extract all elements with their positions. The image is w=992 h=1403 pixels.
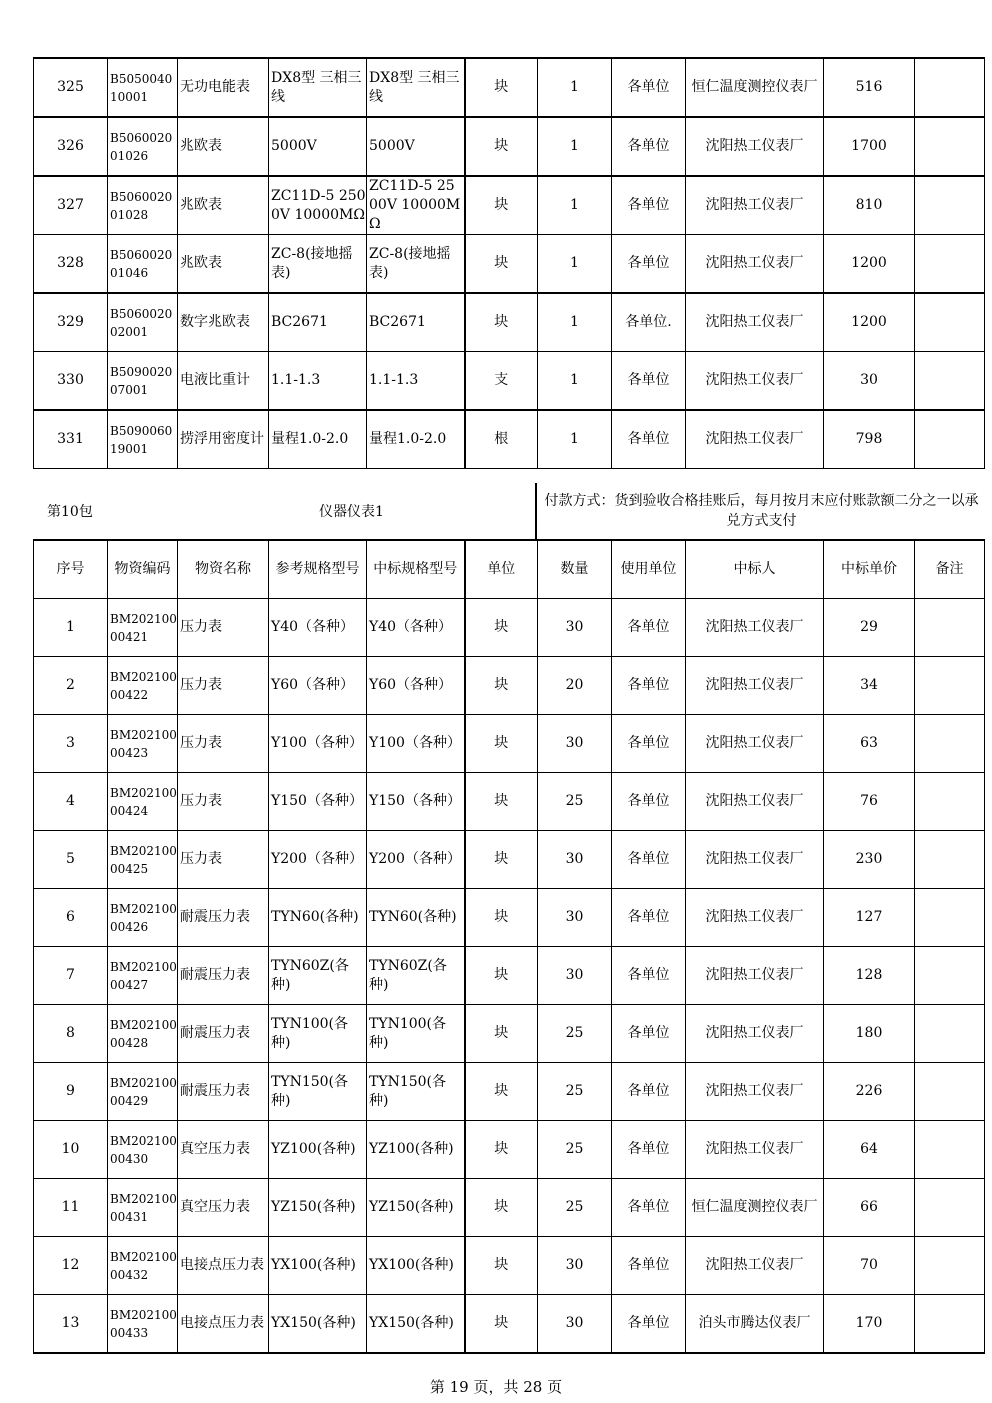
cell-unit: 块 <box>465 1237 538 1295</box>
header-ref-spec: 参考规格型号 <box>269 540 367 599</box>
cell-remark <box>915 1237 985 1295</box>
cell-winner: 沈阳热工仪表厂 <box>686 715 824 773</box>
page-footer: 第 19 页，共 28 页 <box>429 1378 563 1396</box>
cell-seq: 3 <box>34 715 108 773</box>
header-user: 使用单位 <box>612 540 686 599</box>
cell-unit: 块 <box>465 1179 538 1237</box>
cell-remark <box>915 176 985 235</box>
header-winner: 中标人 <box>686 540 824 599</box>
cell-bid-spec: YZ100(各种) <box>367 1121 465 1179</box>
cell-code: B509006019001 <box>108 410 178 469</box>
table-row <box>34 352 985 411</box>
table-row <box>34 410 985 469</box>
cell-code: B506002002001 <box>108 293 178 352</box>
cell-winner: 沈阳热工仪表厂 <box>686 1121 824 1179</box>
cell-bid-spec: TYN150(各种) <box>367 1063 465 1121</box>
cell-seq: 325 <box>34 58 108 117</box>
cell-winner: 沈阳热工仪表厂 <box>686 235 824 294</box>
cell-price: 30 <box>824 352 915 411</box>
cell-name: 耐震压力表 <box>178 1005 269 1063</box>
cell-qty: 1 <box>538 58 612 117</box>
cell-price: 127 <box>824 889 915 947</box>
table-row <box>34 1121 985 1179</box>
cell-winner: 沈阳热工仪表厂 <box>686 889 824 947</box>
table-row <box>34 117 985 176</box>
cell-price: 63 <box>824 715 915 773</box>
cell-bid-spec: BC2671 <box>367 293 465 352</box>
cell-price: 810 <box>824 176 915 235</box>
cell-ref-spec: BC2671 <box>269 293 367 352</box>
cell-seq: 7 <box>34 947 108 1005</box>
cell-unit: 块 <box>465 1005 538 1063</box>
cell-bid-spec: Y40（各种） <box>367 599 465 657</box>
cell-winner: 泊头市腾达仪表厂 <box>686 1295 824 1354</box>
cell-code: BM20210000427 <box>108 947 178 1005</box>
cell-name: 真空压力表 <box>178 1121 269 1179</box>
table-row <box>34 176 985 235</box>
package-info <box>33 483 986 539</box>
cell-code: B509002007001 <box>108 352 178 411</box>
cell-seq: 1 <box>34 599 108 657</box>
cell-user: 各单位 <box>612 1179 686 1237</box>
cell-remark <box>915 293 985 352</box>
table-row <box>34 1179 985 1237</box>
cell-qty: 1 <box>538 176 612 235</box>
cell-user: 各单位 <box>612 410 686 469</box>
table-row <box>34 599 985 657</box>
cell-unit: 支 <box>465 352 538 411</box>
cell-code: BM20210000421 <box>108 599 178 657</box>
cell-name: 电接点压力表 <box>178 1295 269 1354</box>
cell-user: 各单位 <box>612 352 686 411</box>
cell-name: 兆欧表 <box>178 176 269 235</box>
cell-bid-spec: DX8型 三相三线 <box>367 58 465 117</box>
table-row <box>34 715 985 773</box>
cell-ref-spec: YZ150(各种) <box>269 1179 367 1237</box>
cell-ref-spec: Y200（各种） <box>269 831 367 889</box>
table-row <box>34 293 985 352</box>
cell-price: 226 <box>824 1063 915 1121</box>
cell-winner: 沈阳热工仪表厂 <box>686 947 824 1005</box>
cell-bid-spec: Y200（各种） <box>367 831 465 889</box>
table-row <box>34 1295 985 1354</box>
cell-price: 1200 <box>824 293 915 352</box>
table-row <box>34 235 985 294</box>
cell-price: 29 <box>824 599 915 657</box>
cell-ref-spec: TYN60(各种) <box>269 889 367 947</box>
cell-code: BM20210000431 <box>108 1179 178 1237</box>
table-row <box>34 947 985 1005</box>
cell-price: 70 <box>824 1237 915 1295</box>
cell-name: 兆欧表 <box>178 117 269 176</box>
cell-code: BM20210000428 <box>108 1005 178 1063</box>
header-remark: 备注 <box>915 540 985 599</box>
package-label: 第10包 <box>47 504 93 520</box>
header-name: 物资名称 <box>178 540 269 599</box>
cell-ref-spec: 1.1-1.3 <box>269 352 367 411</box>
table-row <box>34 889 985 947</box>
cell-ref-spec: DX8型 三相三线 <box>269 58 367 117</box>
cell-winner: 恒仁温度测控仪表厂 <box>686 1179 824 1237</box>
cell-bid-spec: 1.1-1.3 <box>367 352 465 411</box>
cell-remark <box>915 657 985 715</box>
cell-price: 230 <box>824 831 915 889</box>
cell-unit: 块 <box>465 176 538 235</box>
cell-winner: 沈阳热工仪表厂 <box>686 117 824 176</box>
cell-bid-spec: ZC-8(接地摇表) <box>367 235 465 294</box>
cell-user: 各单位 <box>612 117 686 176</box>
cell-ref-spec: TYN150(各种) <box>269 1063 367 1121</box>
header-qty: 数量 <box>538 540 612 599</box>
cell-price: 128 <box>824 947 915 1005</box>
cell-remark <box>915 410 985 469</box>
cell-name: 压力表 <box>178 831 269 889</box>
cell-unit: 块 <box>465 831 538 889</box>
cell-user: 各单位 <box>612 1063 686 1121</box>
cell-seq: 9 <box>34 1063 108 1121</box>
cell-code: BM20210000432 <box>108 1237 178 1295</box>
cell-price: 34 <box>824 657 915 715</box>
cell-user: 各单位 <box>612 831 686 889</box>
cell-bid-spec: YX150(各种) <box>367 1295 465 1354</box>
cell-bid-spec: TYN100(各种) <box>367 1005 465 1063</box>
cell-name: 压力表 <box>178 657 269 715</box>
cell-winner: 恒仁温度测控仪表厂 <box>686 58 824 117</box>
cell-bid-spec: Y150（各种） <box>367 773 465 831</box>
cell-winner: 沈阳热工仪表厂 <box>686 293 824 352</box>
cell-unit: 块 <box>465 889 538 947</box>
cell-seq: 5 <box>34 831 108 889</box>
cell-code: B506002001046 <box>108 235 178 294</box>
header-unit: 单位 <box>465 540 538 599</box>
items-table-package-10 <box>33 539 985 1354</box>
cell-unit: 块 <box>465 657 538 715</box>
cell-bid-spec: Y100（各种） <box>367 715 465 773</box>
package-category: 仪器仪表1 <box>319 504 384 520</box>
cell-user: 各单位 <box>612 599 686 657</box>
cell-seq: 328 <box>34 235 108 294</box>
cell-seq: 327 <box>34 176 108 235</box>
header-bid-spec: 中标规格型号 <box>367 540 465 599</box>
cell-seq: 329 <box>34 293 108 352</box>
cell-winner: 沈阳热工仪表厂 <box>686 1005 824 1063</box>
cell-remark <box>915 831 985 889</box>
cell-seq: 330 <box>34 352 108 411</box>
payment-terms: 付款方式：货到验收合格挂账后，每月按月末应付账款额二分之一以承兑方式支付 <box>536 483 986 539</box>
cell-remark <box>915 352 985 411</box>
cell-winner: 沈阳热工仪表厂 <box>686 1063 824 1121</box>
cell-qty: 30 <box>538 889 612 947</box>
cell-qty: 30 <box>538 947 612 1005</box>
cell-qty: 20 <box>538 657 612 715</box>
cell-bid-spec: 量程1.0-2.0 <box>367 410 465 469</box>
cell-code: BM20210000423 <box>108 715 178 773</box>
cell-remark <box>915 1121 985 1179</box>
cell-winner: 沈阳热工仪表厂 <box>686 1237 824 1295</box>
cell-qty: 30 <box>538 599 612 657</box>
cell-name: 耐震压力表 <box>178 947 269 1005</box>
cell-user: 各单位 <box>612 235 686 294</box>
cell-name: 压力表 <box>178 773 269 831</box>
cell-seq: 6 <box>34 889 108 947</box>
cell-code: BM20210000433 <box>108 1295 178 1354</box>
cell-winner: 沈阳热工仪表厂 <box>686 773 824 831</box>
cell-unit: 块 <box>465 1295 538 1354</box>
cell-bid-spec: YZ150(各种) <box>367 1179 465 1237</box>
cell-price: 1700 <box>824 117 915 176</box>
cell-seq: 11 <box>34 1179 108 1237</box>
cell-name: 电接点压力表 <box>178 1237 269 1295</box>
cell-ref-spec: Y40（各种） <box>269 599 367 657</box>
cell-seq: 2 <box>34 657 108 715</box>
cell-code: B506002001026 <box>108 117 178 176</box>
cell-name: 兆欧表 <box>178 235 269 294</box>
table-row <box>34 657 985 715</box>
cell-seq: 8 <box>34 1005 108 1063</box>
cell-bid-spec: YX100(各种) <box>367 1237 465 1295</box>
cell-price: 170 <box>824 1295 915 1354</box>
cell-user: 各单位 <box>612 1295 686 1354</box>
cell-user: 各单位 <box>612 176 686 235</box>
cell-name: 压力表 <box>178 599 269 657</box>
cell-ref-spec: YZ100(各种) <box>269 1121 367 1179</box>
table-row <box>34 773 985 831</box>
cell-remark <box>915 58 985 117</box>
cell-qty: 25 <box>538 1005 612 1063</box>
cell-name: 无功电能表 <box>178 58 269 117</box>
cell-remark <box>915 1295 985 1354</box>
cell-name: 电液比重计 <box>178 352 269 411</box>
table-row <box>34 1063 985 1121</box>
table-row <box>34 831 985 889</box>
cell-qty: 30 <box>538 1237 612 1295</box>
cell-user: 各单位 <box>612 889 686 947</box>
cell-winner: 沈阳热工仪表厂 <box>686 176 824 235</box>
cell-remark <box>915 1063 985 1121</box>
cell-unit: 块 <box>465 599 538 657</box>
cell-remark <box>915 1005 985 1063</box>
cell-user: 各单位 <box>612 1121 686 1179</box>
cell-bid-spec: Y60（各种） <box>367 657 465 715</box>
cell-seq: 326 <box>34 117 108 176</box>
table-row <box>34 58 985 117</box>
cell-remark <box>915 235 985 294</box>
cell-unit: 块 <box>465 773 538 831</box>
table-row <box>34 1237 985 1295</box>
cell-ref-spec: YX100(各种) <box>269 1237 367 1295</box>
cell-name: 数字兆欧表 <box>178 293 269 352</box>
cell-name: 捞浮用密度计 <box>178 410 269 469</box>
cell-qty: 30 <box>538 715 612 773</box>
cell-user: 各单位 <box>612 1237 686 1295</box>
cell-name: 压力表 <box>178 715 269 773</box>
cell-code: BM20210000429 <box>108 1063 178 1121</box>
cell-ref-spec: Y150（各种） <box>269 773 367 831</box>
cell-ref-spec: 量程1.0-2.0 <box>269 410 367 469</box>
cell-qty: 25 <box>538 773 612 831</box>
cell-price: 66 <box>824 1179 915 1237</box>
cell-qty: 25 <box>538 1063 612 1121</box>
cell-unit: 块 <box>465 947 538 1005</box>
cell-remark <box>915 773 985 831</box>
cell-name: 真空压力表 <box>178 1179 269 1237</box>
cell-winner: 沈阳热工仪表厂 <box>686 599 824 657</box>
cell-price: 516 <box>824 58 915 117</box>
cell-code: BM20210000425 <box>108 831 178 889</box>
cell-code: B506002001028 <box>108 176 178 235</box>
cell-unit: 块 <box>465 1063 538 1121</box>
cell-name: 耐震压力表 <box>178 1063 269 1121</box>
cell-bid-spec: ZC11D-5 2500V 10000MΩ <box>367 176 465 235</box>
cell-qty: 1 <box>538 293 612 352</box>
cell-code: BM20210000430 <box>108 1121 178 1179</box>
cell-ref-spec: 5000V <box>269 117 367 176</box>
cell-price: 64 <box>824 1121 915 1179</box>
cell-ref-spec: ZC11D-5 2500V 10000MΩ <box>269 176 367 235</box>
cell-unit: 块 <box>465 117 538 176</box>
cell-ref-spec: Y60（各种） <box>269 657 367 715</box>
cell-price: 798 <box>824 410 915 469</box>
cell-user: 各单位 <box>612 773 686 831</box>
cell-remark <box>915 715 985 773</box>
cell-qty: 25 <box>538 1121 612 1179</box>
cell-unit: 根 <box>465 410 538 469</box>
cell-code: BM20210000422 <box>108 657 178 715</box>
cell-qty: 30 <box>538 831 612 889</box>
items-table-continued <box>33 57 985 469</box>
cell-code: BM20210000426 <box>108 889 178 947</box>
cell-unit: 块 <box>465 715 538 773</box>
cell-price: 1200 <box>824 235 915 294</box>
cell-qty: 1 <box>538 117 612 176</box>
table-header-row <box>34 540 985 599</box>
cell-seq: 13 <box>34 1295 108 1354</box>
cell-remark <box>915 947 985 1005</box>
cell-seq: 4 <box>34 773 108 831</box>
header-seq: 序号 <box>34 540 108 599</box>
cell-unit: 块 <box>465 58 538 117</box>
cell-remark <box>915 599 985 657</box>
cell-qty: 1 <box>538 235 612 294</box>
cell-user: 各单位 <box>612 1005 686 1063</box>
cell-remark <box>915 889 985 947</box>
cell-ref-spec: Y100（各种） <box>269 715 367 773</box>
cell-winner: 沈阳热工仪表厂 <box>686 352 824 411</box>
cell-unit: 块 <box>465 1121 538 1179</box>
cell-qty: 1 <box>538 352 612 411</box>
cell-code: B505004010001 <box>108 58 178 117</box>
cell-bid-spec: TYN60Z(各种) <box>367 947 465 1005</box>
cell-qty: 1 <box>538 410 612 469</box>
cell-user: 各单位 <box>612 58 686 117</box>
cell-code: BM20210000424 <box>108 773 178 831</box>
cell-user: 各单位 <box>612 947 686 1005</box>
cell-unit: 块 <box>465 235 538 294</box>
cell-seq: 331 <box>34 410 108 469</box>
cell-bid-spec: 5000V <box>367 117 465 176</box>
cell-bid-spec: TYN60(各种) <box>367 889 465 947</box>
cell-price: 76 <box>824 773 915 831</box>
cell-winner: 沈阳热工仪表厂 <box>686 410 824 469</box>
cell-user: 各单位. <box>612 293 686 352</box>
table-row <box>34 1005 985 1063</box>
cell-ref-spec: TYN100(各种) <box>269 1005 367 1063</box>
cell-ref-spec: YX150(各种) <box>269 1295 367 1354</box>
cell-winner: 沈阳热工仪表厂 <box>686 831 824 889</box>
cell-name: 耐震压力表 <box>178 889 269 947</box>
cell-seq: 10 <box>34 1121 108 1179</box>
cell-user: 各单位 <box>612 657 686 715</box>
cell-remark <box>915 117 985 176</box>
cell-user: 各单位 <box>612 715 686 773</box>
header-code: 物资编码 <box>108 540 178 599</box>
cell-ref-spec: ZC-8(接地摇表) <box>269 235 367 294</box>
cell-qty: 25 <box>538 1179 612 1237</box>
cell-unit: 块 <box>465 293 538 352</box>
cell-ref-spec: TYN60Z(各种) <box>269 947 367 1005</box>
cell-qty: 30 <box>538 1295 612 1354</box>
cell-remark <box>915 1179 985 1237</box>
header-price: 中标单价 <box>824 540 915 599</box>
cell-price: 180 <box>824 1005 915 1063</box>
cell-winner: 沈阳热工仪表厂 <box>686 657 824 715</box>
cell-seq: 12 <box>34 1237 108 1295</box>
